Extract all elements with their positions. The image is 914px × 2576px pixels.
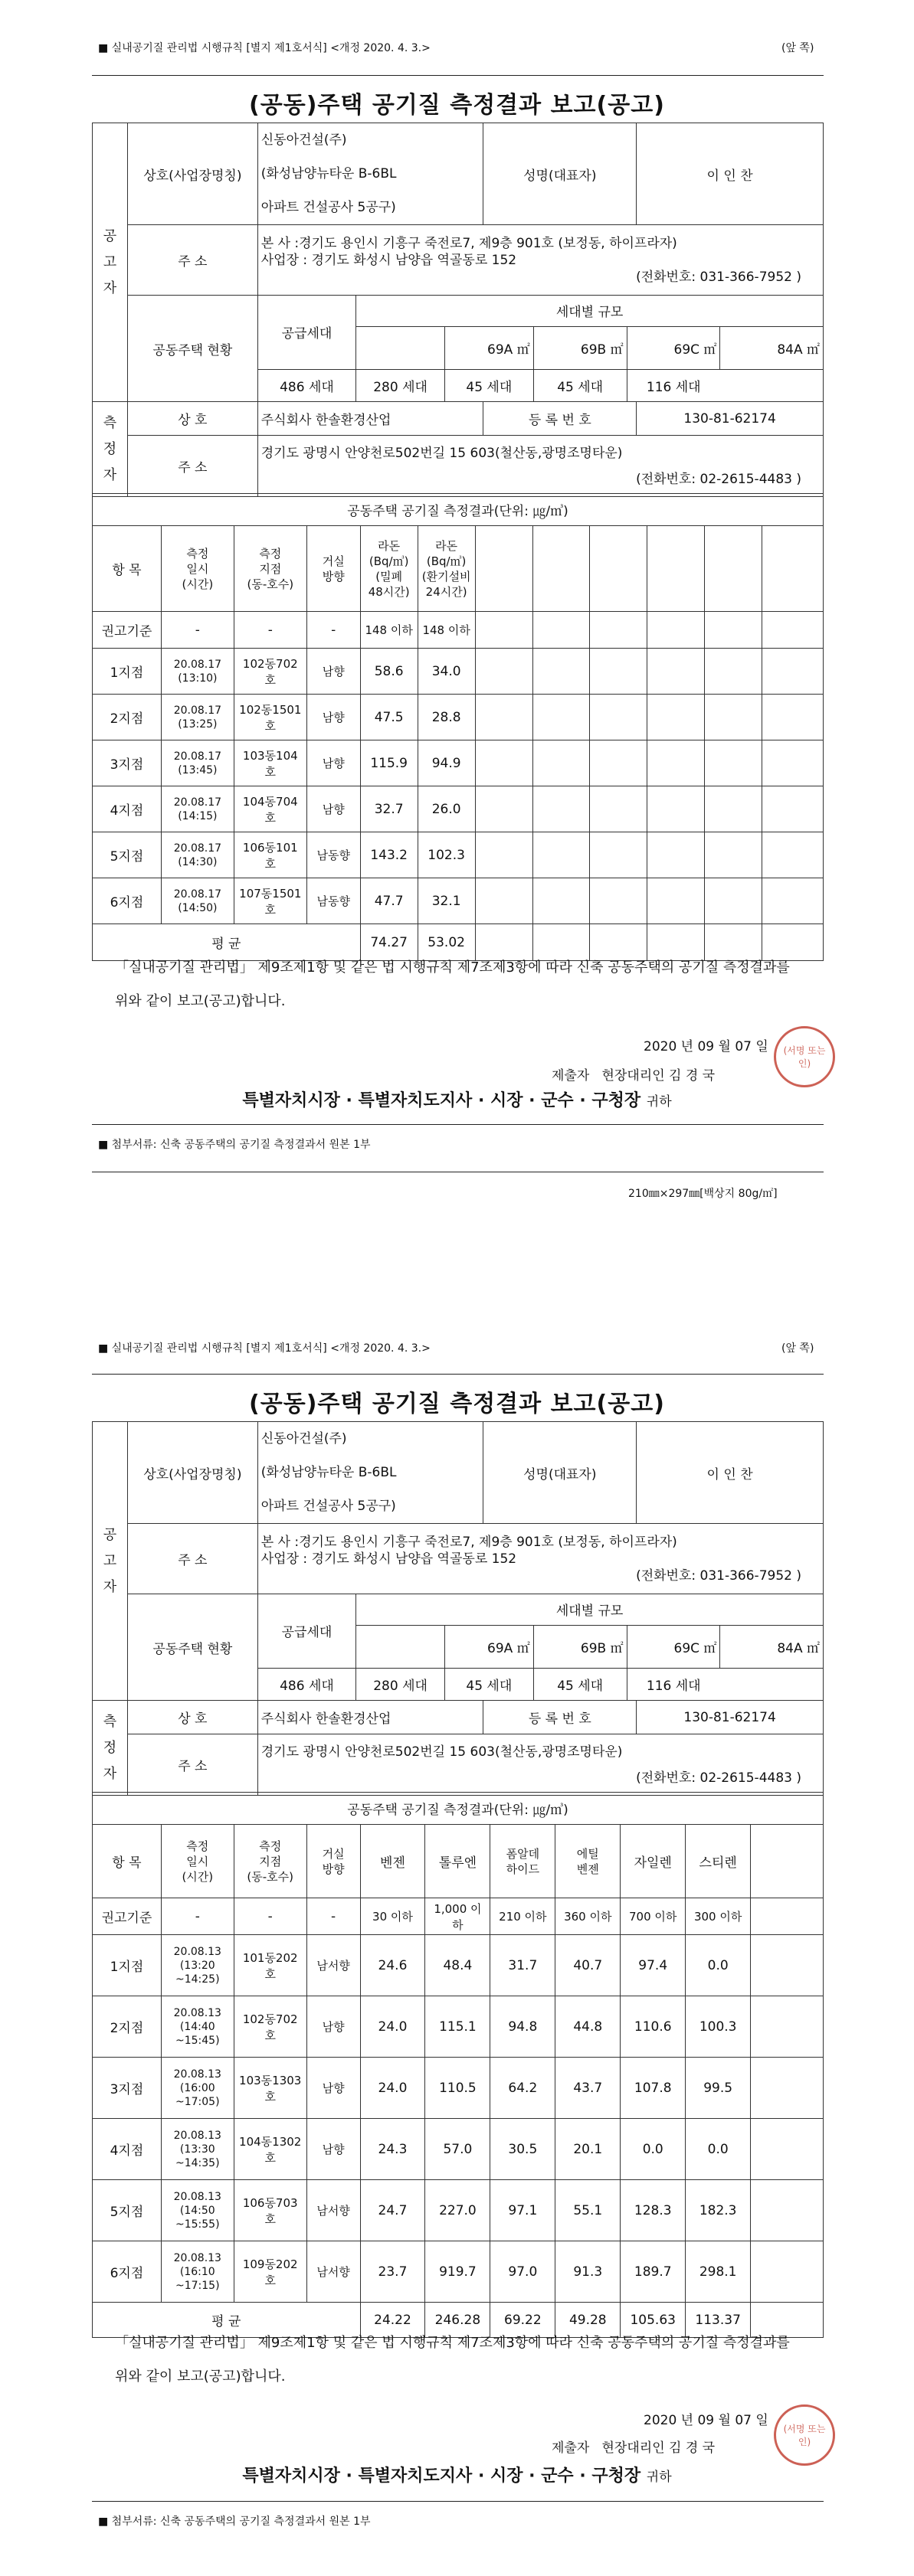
header-datetime: 측정 일시 (시간) (161, 1825, 234, 1898)
measured-value: 91.3 (555, 2241, 621, 2303)
submitter: 제출자 현장대리인 김 경 국 (552, 2440, 716, 2456)
measured-value: 94.9 (418, 740, 475, 786)
submission-date: 2020 년 09 월 07 일 (644, 1039, 768, 1054)
supply-label: 공급세대 (258, 1594, 356, 1668)
announcer-address: 본 사 :경기도 용인시 기흥구 죽전로7, 제9층 901호 (보정동, 하이프라자) 사업장 : 경기도 화성시 남양읍 역골동로 152 (전화번호: 031-366-7952 ) (257, 225, 823, 296)
results-table-voc: 공동주택 공기질 측정결과(단위: ㎍/㎥) 항 목 측정 일시 (시간) 측정 지점 (동-호수) 거실 방향 벤젠 톨루엔 폼알데 하이드 에틸 벤젠 자일렌 스티렌 권고기준 - - - 30 이하 1,000 이하 210 이하 360 이하 700 이하 300 이하 1지점 20.08.13 (13:20 ~14:25) 101동202호 남서향 24.6 48.4 31.7 40.7 97.4 0.0 2지점 20.08.13 (14:40 ~15:45) 102동702호 남향 24.0 115.1 94.8 44.8 110.6 100.3 3지점 20.08.13 (16:00 ~17:05) 103동1303호 남향 24.0 110.5 64.2 43.7 107.8 99.5 4지점 20.08.13 (13:30 ~14:35) 104동1302호 남향 24.3 57.0 30.5 20.1 0.0 0.0 5지점 20.08.13 (14:50 ~15:55) 106동703호 남서향 24.7 227.0 97.1 55.1 128.3 182.3 6지점 20.08.13 (16:10 ~17:15) 109동202호 남서향 23.7 919.7 97.0 91.3 189.7 298.1 평 균 24.22 246.28 69.22 49.28 105.63 113.37 (92, 1792, 824, 2338)
announcer-address: 본 사 :경기도 용인시 기흥구 죽전로7, 제9층 901호 (보정동, 하이프라자) 사업장 : 경기도 화성시 남양읍 역골동로 152 (전화번호: 031-366-7952 ) (257, 1524, 823, 1594)
unit-count: 45 세대 (444, 369, 533, 401)
empty-cell (590, 695, 647, 740)
page-tag: (앞 쪽) (781, 1342, 814, 1355)
living-room-direction: 남향 (306, 695, 360, 740)
header-radon-sealed: 라돈 (Bq/㎥) (밀폐 48시간) (360, 526, 418, 612)
results-title: 공동주택 공기질 측정결과(단위: ㎍/㎥) (93, 1793, 824, 1825)
living-room-direction: 남향 (306, 2058, 360, 2119)
standard-value: 210 이하 (490, 1898, 555, 1935)
attachment-note: ■ 첨부서류: 신축 공동주택의 공기질 측정결과서 원본 1부 (98, 2516, 371, 2528)
average-value: 49.28 (555, 2303, 621, 2338)
point-label: 3지점 (93, 740, 162, 786)
measured-value: 97.0 (490, 2241, 555, 2303)
measure-point: 103동1303호 (234, 2058, 306, 2119)
measured-value: 30.5 (490, 2119, 555, 2180)
empty-cell (705, 740, 762, 786)
unit-type: 84A ㎡ (720, 1625, 823, 1668)
measured-value: 227.0 (425, 2180, 490, 2241)
measured-value: 919.7 (425, 2241, 490, 2303)
average-label: 평 균 (93, 2303, 361, 2338)
living-room-direction: 남동향 (306, 878, 360, 924)
measured-value: 20.1 (555, 2119, 621, 2180)
measure-datetime: 20.08.17 (14:30) (161, 832, 234, 878)
submitter: 제출자 현장대리인 김 경 국 (552, 1068, 716, 1084)
empty-cell (475, 740, 532, 786)
measured-value: 298.1 (686, 2241, 751, 2303)
measured-value: 24.3 (360, 2119, 425, 2180)
table-row (93, 695, 824, 740)
measured-value: 107.8 (621, 2058, 686, 2119)
empty-cell (647, 832, 705, 878)
average-value: 105.63 (621, 2303, 686, 2338)
measured-value: 44.8 (555, 1996, 621, 2058)
measurer-label: 측 정 자 (93, 402, 128, 497)
empty-cell (705, 695, 762, 740)
table-row (93, 649, 824, 695)
empty-cell (475, 695, 532, 740)
measured-value: 31.7 (490, 1935, 555, 1996)
table-row (93, 878, 824, 924)
living-room-direction: 남향 (306, 1996, 360, 2058)
authority-addressee: 특별자치시장 · 특별자치도지사 · 시장 · 군수 · 구청장 귀하 (242, 2466, 672, 2486)
measure-datetime: 20.08.17 (13:45) (161, 740, 234, 786)
table-row (93, 786, 824, 832)
measure-datetime: 20.08.13 (14:40 ~15:45) (161, 1996, 234, 2058)
average-value: 53.02 (418, 924, 475, 961)
measured-value: 115.9 (360, 740, 418, 786)
measured-value: 24.0 (360, 1996, 425, 2058)
empty-cell (647, 649, 705, 695)
official-seal-stamp: (서명 또는 인) (774, 1026, 835, 1087)
unit-type: 69C ㎡ (627, 1625, 720, 1668)
results-table-radon: 공동주택 공기질 측정결과(단위: ㎍/㎥) 항 목 측정 일시 (시간) 측정 지점 (동-호수) 거실 방향 라돈 (Bq/㎥) (밀폐 48시간) 라돈 (Bq/㎥) (환기설비 24시간) 권고기준 - - - 148 이하 148 이하 1지점 20.08.17 (13:10) 102동702호 남향 58.6 34.0 2지점 20.08.17 (13:25) 102동1501호 남향 47.5 28.8 3지점 20.08.17 (13:45) 103동104호 남향 115.9 94.9 4지점 20.08.17 (14:15) 104동704호 남향 32.7 26.0 5지점 20.08.17 (14:30) 106동101호 남동향 143.2 102.3 6지점 20.08.17 (14:50) 107동1501호 남동향 47.7 32.1 평 균 74.27 53.02 (92, 493, 824, 961)
company-label: 상호(사업장명칭) (127, 123, 257, 225)
top-rule (92, 1374, 824, 1375)
authority-addressee: 특별자치시장 · 특별자치도지사 · 시장 · 군수 · 구청장 귀하 (242, 1091, 672, 1110)
empty-cell (762, 740, 824, 786)
empty-cell (532, 878, 590, 924)
measure-datetime: 20.08.13 (13:20 ~14:25) (161, 1935, 234, 1996)
header-ethylbenzene: 에틸 벤젠 (555, 1825, 621, 1898)
paper-size: 210㎜×297㎜[백상지 80g/㎡] (628, 1188, 778, 1200)
average-value: 246.28 (425, 2303, 490, 2338)
table-row (93, 832, 824, 878)
header-radon-ventilated: 라돈 (Bq/㎥) (환기설비 24시간) (418, 526, 475, 612)
table-row (93, 1935, 824, 1996)
measure-point: 106동101호 (234, 832, 306, 878)
unit-count: 45 세대 (533, 1668, 627, 1700)
measure-datetime: 20.08.13 (16:00 ~17:05) (161, 2058, 234, 2119)
table-row (93, 2058, 824, 2119)
document-title: (공동)주택 공기질 측정결과 보고(공고) (249, 1391, 665, 1417)
measure-point: 101동202호 (234, 1935, 306, 1996)
header-direction: 거실 방향 (306, 526, 360, 612)
standard-value: 30 이하 (360, 1898, 425, 1935)
measured-value: 24.6 (360, 1935, 425, 1996)
official-seal-stamp: (서명 또는 인) (774, 2404, 835, 2466)
standard-value: 300 이하 (686, 1898, 751, 1935)
company-name: 신동아건설(주) (화성남양뉴타운 B-6BL 아파트 건설공사 5공구) (257, 1422, 483, 1524)
info-table (92, 123, 824, 497)
measurer-address-label: 주 소 (127, 1734, 257, 1796)
unit-type: 69C ㎡ (627, 326, 720, 369)
empty-cell (590, 740, 647, 786)
point-label: 5지점 (93, 832, 162, 878)
measure-datetime: 20.08.17 (14:50) (161, 878, 234, 924)
housing-table (258, 296, 823, 401)
empty-cell (762, 786, 824, 832)
total-units: 486 세대 (258, 369, 356, 401)
unit-scale-label: 세대별 규모 (356, 296, 823, 326)
empty-cell (647, 786, 705, 832)
measure-datetime: 20.08.13 (13:30 ~14:35) (161, 2119, 234, 2180)
registration-number: 130-81-62174 (637, 402, 824, 436)
supply-label: 공급세대 (258, 296, 356, 369)
measured-value: 115.1 (425, 1996, 490, 2058)
measured-value: 24.7 (360, 2180, 425, 2241)
empty-cell (751, 2058, 824, 2119)
measured-value: 58.6 (360, 649, 418, 695)
empty-cell (751, 2180, 824, 2241)
document-title: (공동)주택 공기질 측정결과 보고(공고) (249, 92, 665, 119)
empty-cell (762, 695, 824, 740)
point-label: 3지점 (93, 2058, 162, 2119)
living-room-direction: 남향 (306, 786, 360, 832)
living-room-direction: 남서향 (306, 2180, 360, 2241)
measure-point: 102동1501호 (234, 695, 306, 740)
address-label: 주 소 (127, 1524, 257, 1594)
unit-type: 69A ㎡ (444, 1625, 533, 1668)
empty-cell (762, 832, 824, 878)
announcer-label: 공 고 자 (93, 123, 128, 402)
measured-value: 0.0 (686, 2119, 751, 2180)
header-xylene: 자일렌 (621, 1825, 686, 1898)
form-reference: ■ 실내공기질 관리법 시행규칙 [별지 제1호서식] <개정 2020. 4. 3.> (98, 1342, 431, 1355)
announcer-label: 공 고 자 (93, 1422, 128, 1701)
form-reference: ■ 실내공기질 관리법 시행규칙 [별지 제1호서식] <개정 2020. 4. 3.> (98, 42, 431, 54)
empty-cell (751, 2241, 824, 2303)
measure-point: 107동1501호 (234, 878, 306, 924)
standard-value: 148 이하 (418, 612, 475, 649)
registration-label: 등 록 번 호 (483, 1701, 637, 1734)
measure-point: 103동104호 (234, 740, 306, 786)
standard-label: 권고기준 (93, 1898, 162, 1935)
unit-count: 280 세대 (356, 1668, 445, 1700)
info-table (92, 1421, 824, 1796)
measured-value: 97.4 (621, 1935, 686, 1996)
average-value: 24.22 (360, 2303, 425, 2338)
report-page-1 (0, 0, 914, 1225)
unit-count: 280 세대 (356, 369, 445, 401)
empty-cell (705, 878, 762, 924)
header-point: 측정 지점 (동-호수) (234, 526, 306, 612)
measured-value: 189.7 (621, 2241, 686, 2303)
measured-value: 94.8 (490, 1996, 555, 2058)
measure-point: 102동702호 (234, 1996, 306, 2058)
empty-cell (532, 786, 590, 832)
living-room-direction: 남서향 (306, 1935, 360, 1996)
empty-cell (705, 649, 762, 695)
measured-value: 100.3 (686, 1996, 751, 2058)
empty-cell (762, 649, 824, 695)
average-value: 113.37 (686, 2303, 751, 2338)
standard-value: 148 이하 (360, 612, 418, 649)
measure-datetime: 20.08.13 (16:10 ~17:15) (161, 2241, 234, 2303)
report-page-2 (0, 1302, 914, 2576)
header-item: 항 목 (93, 526, 162, 612)
standard-value: 1,000 이하 (425, 1898, 490, 1935)
empty-cell (705, 832, 762, 878)
measured-value: 47.7 (360, 878, 418, 924)
empty-cell (532, 649, 590, 695)
table-row (93, 2241, 824, 2303)
table-row (93, 1996, 824, 2058)
attachment-note: ■ 첨부서류: 신축 공동주택의 공기질 측정결과서 원본 1부 (98, 1139, 371, 1151)
unit-count: 45 세대 (533, 369, 627, 401)
measured-value: 34.0 (418, 649, 475, 695)
housing-label: 공동주택 현황 (127, 296, 257, 402)
living-room-direction: 남서향 (306, 2241, 360, 2303)
measured-value: 99.5 (686, 2058, 751, 2119)
average-label: 평 균 (93, 924, 361, 961)
empty-cell (751, 2119, 824, 2180)
measure-datetime: 20.08.17 (13:25) (161, 695, 234, 740)
company-name: 신동아건설(주) (화성남양뉴타운 B-6BL 아파트 건설공사 5공구) (257, 123, 483, 225)
empty-cell (647, 740, 705, 786)
representative-label: 성명(대표자) (483, 123, 637, 225)
measurer-company-label: 상 호 (127, 402, 257, 436)
measured-value: 143.2 (360, 832, 418, 878)
measured-value: 26.0 (418, 786, 475, 832)
measured-value: 43.7 (555, 2058, 621, 2119)
divider (92, 1124, 824, 1125)
point-label: 6지점 (93, 2241, 162, 2303)
measured-value: 128.3 (621, 2180, 686, 2241)
measured-value: 0.0 (621, 2119, 686, 2180)
point-label: 2지점 (93, 695, 162, 740)
empty-cell (532, 832, 590, 878)
representative-name: 이 인 찬 (637, 123, 824, 225)
unit-count: 116 세대 (627, 1668, 720, 1700)
measure-point: 102동702호 (234, 649, 306, 695)
notice-text: 「실내공기질 관리법」 제9조제1항 및 같은 법 시행규칙 제7조제3항에 따라 신축 공동주택의 공기질 측정결과를 위와 같이 보고(공고)합니다. (115, 959, 790, 1009)
point-label: 1지점 (93, 1935, 162, 1996)
address-label: 주 소 (127, 225, 257, 296)
standard-value: 700 이하 (621, 1898, 686, 1935)
header-point: 측정 지점 (동-호수) (234, 1825, 306, 1898)
unit-count: 116 세대 (627, 369, 720, 401)
empty-cell (647, 878, 705, 924)
notice-text: 「실내공기질 관리법」 제9조제1항 및 같은 법 시행규칙 제7조제3항에 따라 신축 공동주택의 공기질 측정결과를 위와 같이 보고(공고)합니다. (115, 2335, 790, 2385)
measurer-company: 주식회사 한솔환경산업 (257, 402, 483, 436)
table-row (93, 740, 824, 786)
header-direction: 거실 방향 (306, 1825, 360, 1898)
measured-value: 32.1 (418, 878, 475, 924)
measure-point: 109동202호 (234, 2241, 306, 2303)
living-room-direction: 남동향 (306, 832, 360, 878)
measured-value: 57.0 (425, 2119, 490, 2180)
point-label: 4지점 (93, 2119, 162, 2180)
header-datetime: 측정 일시 (시간) (161, 526, 234, 612)
housing-table (258, 1594, 823, 1700)
unit-type: 69B ㎡ (533, 326, 627, 369)
measure-datetime: 20.08.13 (14:50 ~15:55) (161, 2180, 234, 2241)
measured-value: 110.6 (621, 1996, 686, 2058)
unit-type: 84A ㎡ (720, 326, 823, 369)
average-value: 69.22 (490, 2303, 555, 2338)
submission-date: 2020 년 09 월 07 일 (644, 2413, 768, 2428)
point-label: 6지점 (93, 878, 162, 924)
header-styrene: 스티렌 (686, 1825, 751, 1898)
header-toluene: 톨루엔 (425, 1825, 490, 1898)
empty-cell (762, 878, 824, 924)
average-value: 74.27 (360, 924, 418, 961)
top-rule (92, 75, 824, 76)
measurer-address: 경기도 광명시 안양천로502번길 15 603(철산동,광명조명타운) (전화번호: 02-2615-4483 ) (257, 1734, 823, 1796)
measured-value: 97.1 (490, 2180, 555, 2241)
measured-value: 24.0 (360, 2058, 425, 2119)
measure-datetime: 20.08.17 (13:10) (161, 649, 234, 695)
measurer-address: 경기도 광명시 안양천로502번길 15 603(철산동,광명조명타운) (전화번호: 02-2615-4483 ) (257, 436, 823, 497)
measure-point: 104동704호 (234, 786, 306, 832)
empty-cell (751, 1996, 824, 2058)
empty-cell (475, 649, 532, 695)
results-title: 공동주택 공기질 측정결과(단위: ㎍/㎥) (93, 494, 824, 526)
page-tag: (앞 쪽) (781, 42, 814, 54)
measured-value: 182.3 (686, 2180, 751, 2241)
empty-cell (751, 1935, 824, 1996)
measured-value: 28.8 (418, 695, 475, 740)
header-formaldehyde: 폼알데 하이드 (490, 1825, 555, 1898)
table-row (93, 2119, 824, 2180)
measured-value: 102.3 (418, 832, 475, 878)
measured-value: 55.1 (555, 2180, 621, 2241)
divider (92, 2501, 824, 2502)
point-label: 5지점 (93, 2180, 162, 2241)
empty-cell (590, 878, 647, 924)
unit-scale-label: 세대별 규모 (356, 1594, 823, 1625)
measured-value: 47.5 (360, 695, 418, 740)
standard-value: 360 이하 (555, 1898, 621, 1935)
measured-value: 40.7 (555, 1935, 621, 1996)
registration-label: 등 록 번 호 (483, 402, 637, 436)
empty-cell (532, 695, 590, 740)
empty-cell (475, 786, 532, 832)
unit-type: 69A ㎡ (444, 326, 533, 369)
measurer-address-label: 주 소 (127, 436, 257, 497)
living-room-direction: 남향 (306, 649, 360, 695)
living-room-direction: 남향 (306, 2119, 360, 2180)
measured-value: 0.0 (686, 1935, 751, 1996)
point-label: 4지점 (93, 786, 162, 832)
empty-cell (475, 832, 532, 878)
empty-cell (647, 695, 705, 740)
measure-point: 104동1302호 (234, 2119, 306, 2180)
empty-cell (590, 649, 647, 695)
total-units: 486 세대 (258, 1668, 356, 1700)
point-label: 1지점 (93, 649, 162, 695)
empty-cell (705, 786, 762, 832)
unit-count: 45 세대 (444, 1668, 533, 1700)
housing-label: 공동주택 현황 (127, 1594, 257, 1701)
registration-number: 130-81-62174 (637, 1701, 824, 1734)
representative-label: 성명(대표자) (483, 1422, 637, 1524)
measurer-company: 주식회사 한솔환경산업 (257, 1701, 483, 1734)
empty-cell (590, 832, 647, 878)
point-label: 2지점 (93, 1996, 162, 2058)
header-benzene: 벤젠 (360, 1825, 425, 1898)
measurer-label: 측 정 자 (93, 1701, 128, 1796)
empty-cell (532, 740, 590, 786)
measured-value: 110.5 (425, 2058, 490, 2119)
measured-value: 64.2 (490, 2058, 555, 2119)
measure-datetime: 20.08.17 (14:15) (161, 786, 234, 832)
representative-name: 이 인 찬 (637, 1422, 824, 1524)
header-item: 항 목 (93, 1825, 162, 1898)
measured-value: 23.7 (360, 2241, 425, 2303)
measured-value: 32.7 (360, 786, 418, 832)
measurer-company-label: 상 호 (127, 1701, 257, 1734)
table-row (93, 2180, 824, 2241)
measured-value: 48.4 (425, 1935, 490, 1996)
standard-label: 권고기준 (93, 612, 162, 649)
living-room-direction: 남향 (306, 740, 360, 786)
empty-cell (590, 786, 647, 832)
measure-point: 106동703호 (234, 2180, 306, 2241)
company-label: 상호(사업장명칭) (127, 1422, 257, 1524)
empty-cell (475, 878, 532, 924)
unit-type: 69B ㎡ (533, 1625, 627, 1668)
